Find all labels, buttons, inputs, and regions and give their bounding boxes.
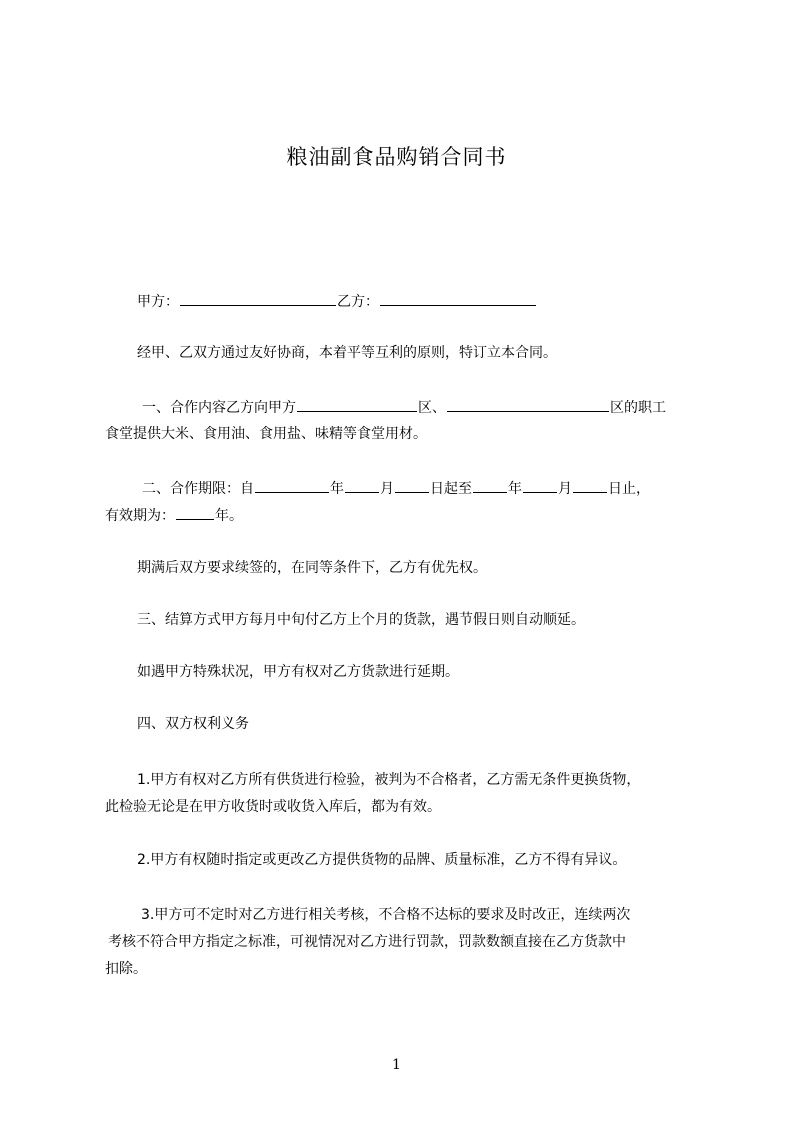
- section4-item3-line3: 扣除。: [105, 961, 147, 977]
- section1-text-c: 区的职工: [610, 400, 666, 416]
- section2-line2: [105, 505, 243, 526]
- intro-paragraph: 经甲、乙双方通过友好协商，本着平等互利的原则，特订立本合同。: [137, 345, 557, 361]
- start-day-blank: [395, 478, 429, 493]
- party-b-blank: [380, 291, 536, 306]
- section2-year1: 年: [330, 481, 344, 497]
- section2-year2: 年: [508, 481, 522, 497]
- section2-month2: 月: [558, 481, 572, 497]
- section2-month1: 月: [380, 481, 394, 497]
- renewal-paragraph: 期满后双方要求续签的，在同等条件下，乙方有优先权。: [137, 560, 487, 576]
- district-blank-2: [447, 397, 609, 412]
- document-title: 粮油副食品购销合同书: [286, 145, 507, 169]
- party-a-label: 甲方：: [137, 294, 179, 310]
- district-blank-1: [297, 397, 417, 412]
- party-b-label: 乙方：: [337, 294, 379, 310]
- section2-day-to: 日止，: [608, 481, 650, 497]
- validity-blank: [176, 505, 214, 520]
- section1-line2: 食堂提供大米、食用油、食用盐、味精等食堂用材。: [105, 426, 427, 442]
- section2-text-a: 二、合作期限：自: [142, 481, 254, 497]
- section4-heading: 四、双方权利义务: [137, 716, 249, 732]
- validity-label: 有效期为：: [105, 508, 175, 524]
- page-number: 1: [392, 1057, 401, 1073]
- section4-item2: 2.甲方有权随时指定或更改乙方提供货物的品牌、质量标准，乙方不得有异议。: [137, 852, 627, 868]
- start-year-blank: [255, 478, 329, 493]
- parties-line: [137, 291, 537, 312]
- section1-text-a: 一、合作内容乙方向甲方: [142, 400, 296, 416]
- start-month-blank: [345, 478, 379, 493]
- section2-day-from: 日起至: [430, 481, 472, 497]
- end-month-blank: [523, 478, 557, 493]
- special-paragraph: 如遇甲方特殊状况，甲方有权对乙方货款进行延期。: [137, 664, 459, 680]
- section4-item1-line1: 1.甲方有权对乙方所有供货进行检验，被判为不合格者，乙方需无条件更换货物，: [137, 772, 641, 788]
- section1-line1: [142, 397, 666, 418]
- section1-text-b: 区、: [418, 400, 446, 416]
- end-day-blank: [573, 478, 607, 493]
- end-year-blank: [473, 478, 507, 493]
- party-a-blank: [180, 291, 336, 306]
- validity-unit: 年。: [215, 508, 243, 524]
- section4-item3-line1: 3.甲方可不定时对乙方进行相关考核，不合格不达标的要求及时改正，连续两次: [141, 907, 631, 923]
- section4-item3-line2: 考核不符合甲方指定之标准，可视情况对乙方进行罚款，罚款数额直接在乙方货款中: [108, 934, 626, 950]
- section2-line1: [142, 478, 650, 499]
- section3-paragraph: 三、结算方式甲方每月中旬付乙方上个月的货款，遇节假日则自动顺延。: [137, 612, 585, 628]
- section4-item1-line2: 此检验无论是在甲方收货时或收货入库后，都为有效。: [105, 799, 441, 815]
